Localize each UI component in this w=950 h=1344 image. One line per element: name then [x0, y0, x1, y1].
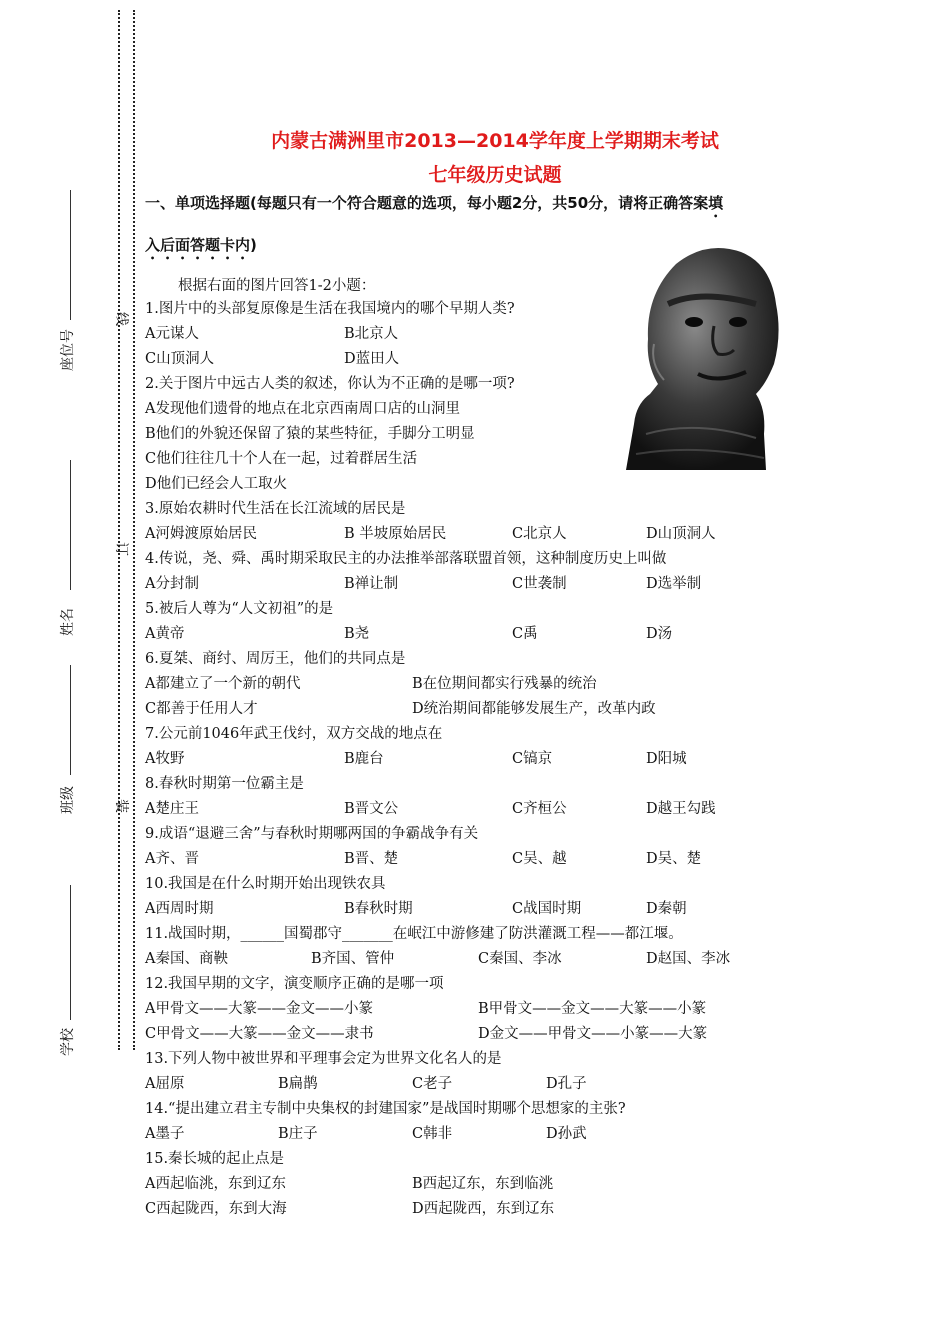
section-emphasis: 填 [708, 194, 724, 212]
q9-option-d[interactable]: D吴、楚 [646, 851, 702, 867]
seat-label: 座位号 [60, 329, 76, 371]
peking-man-bust-icon [606, 234, 786, 472]
name-underline [70, 460, 71, 590]
q10-option-b[interactable]: B春秋时期 [344, 901, 413, 917]
seat-underline [70, 190, 71, 320]
q9-option-c[interactable]: C吴、越 [512, 851, 567, 867]
q15-option-d[interactable]: D西起陇西，东到辽东 [412, 1201, 555, 1217]
q6-option-c[interactable]: C都善于任用人才 [145, 701, 258, 717]
q4-option-a[interactable]: A分封制 [145, 576, 199, 592]
question-13: 13.下列人物中被世界和平理事会定为世界文化名人的是 [145, 1051, 502, 1067]
q9-option-a[interactable]: A齐、晋 [145, 851, 199, 867]
q2-option-a[interactable]: A发现他们遗骨的地点在北京西南周口店的山洞里 [145, 401, 460, 417]
binding-word-order: 订 [113, 542, 129, 558]
q10-option-d[interactable]: D秦朝 [646, 901, 687, 917]
q11-option-a[interactable]: A秦国、商鞅 [145, 951, 228, 967]
section-text: 一、单项选择题(每题只有一个符合题意的选项，每小题2分，共50分，请将正确答案 [145, 194, 709, 212]
q2-option-d[interactable]: D他们已经会人工取火 [145, 476, 288, 492]
q3-option-a[interactable]: A河姆渡原始居民 [145, 526, 257, 542]
question-11: 11.战国时期，______国蜀郡守_______在岷江中游修建了防洪灌溉工程——都江堰。 [145, 926, 683, 942]
q1-option-a[interactable]: A元谋人 [145, 326, 199, 342]
q4-option-d[interactable]: D选举制 [646, 576, 702, 592]
question-2: 2.关于图片中远古人类的叙述，你认为不正确的是哪一项? [145, 376, 515, 392]
q11-option-d[interactable]: D赵国、李冰 [646, 951, 731, 967]
q1-option-b[interactable]: B北京人 [344, 326, 399, 342]
q15-option-a[interactable]: A西起临洮，东到辽东 [145, 1176, 286, 1192]
q8-option-c[interactable]: C齐桓公 [512, 801, 567, 817]
binding-word-line: 线 [113, 312, 129, 328]
q15-option-c[interactable]: C西起陇西，东到大海 [145, 1201, 287, 1217]
q7-option-b[interactable]: B鹿台 [344, 751, 384, 767]
question-6: 6.夏桀、商纣、周厉王，他们的共同点是 [145, 651, 406, 667]
question-12: 12.我国早期的文字，演变顺序正确的是哪一项 [145, 976, 444, 992]
exam-title: 内蒙古满洲里市2013—2014学年度上学期期末考试 [271, 130, 719, 152]
q4-option-c[interactable]: C世袭制 [512, 576, 567, 592]
q12-option-c[interactable]: C甲骨文——大篆——金文——隶书 [145, 1026, 374, 1042]
q12-option-a[interactable]: A甲骨文——大篆——金文——小篆 [145, 1001, 373, 1017]
q8-option-a[interactable]: A楚庄王 [145, 801, 199, 817]
school-label: 学校 [60, 1028, 76, 1056]
name-label: 姓名 [60, 608, 76, 636]
q11-option-c[interactable]: C秦国、李冰 [478, 951, 562, 967]
q9-option-b[interactable]: B晋、楚 [344, 851, 399, 867]
q7-option-d[interactable]: D阳城 [646, 751, 687, 767]
q1-option-d[interactable]: D蓝田人 [344, 351, 400, 367]
question-10: 10.我国是在什么时期开始出现铁农具 [145, 876, 386, 892]
question-14: 14.“提出建立君主专制中央集权的封建国家”是战国时期哪个思想家的主张? [145, 1101, 626, 1117]
q13-option-a[interactable]: A屈原 [145, 1076, 185, 1092]
q5-option-d[interactable]: D汤 [646, 626, 673, 642]
q2-option-c[interactable]: C他们往往几十个人在一起，过着群居生活 [145, 451, 418, 467]
q11-option-b[interactable]: B齐国、管仲 [311, 951, 395, 967]
q4-option-b[interactable]: B禅让制 [344, 576, 399, 592]
question-15: 15.秦长城的起止点是 [145, 1151, 285, 1167]
q8-option-b[interactable]: B晋文公 [344, 801, 399, 817]
q6-option-b[interactable]: B在位期间都实行残暴的统治 [412, 676, 597, 692]
question-7: 7.公元前1046年武王伐纣，双方交战的地点在 [145, 726, 443, 742]
q15-option-b[interactable]: B西起辽东，东到临洮 [412, 1176, 554, 1192]
question-1: 1.图片中的头部复原像是生活在我国境内的哪个早期人类? [145, 301, 515, 317]
section-tail: ) [250, 236, 257, 254]
q12-option-d[interactable]: D金文——甲骨文——小篆——大篆 [478, 1026, 708, 1042]
q10-option-a[interactable]: A西周时期 [145, 901, 214, 917]
q3-option-d[interactable]: D山顶洞人 [646, 526, 716, 542]
q5-option-c[interactable]: C禹 [512, 626, 538, 642]
intro-text: 根据右面的图片回答1-2小题： [178, 278, 376, 294]
q14-option-d[interactable]: D孙武 [546, 1126, 587, 1142]
school-underline [70, 885, 71, 1020]
q8-option-d[interactable]: D越王勾践 [646, 801, 716, 817]
question-8: 8.春秋时期第一位霸主是 [145, 776, 304, 792]
q14-option-b[interactable]: B庄子 [278, 1126, 318, 1142]
q13-option-d[interactable]: D孔子 [546, 1076, 587, 1092]
q1-option-c[interactable]: C山顶洞人 [145, 351, 215, 367]
section-emphasis-2: 入后面答题卡内 [145, 236, 251, 254]
q12-option-b[interactable]: B甲骨文——金文——大篆——小篆 [478, 1001, 707, 1017]
section-header-line1 [145, 192, 723, 221]
question-4: 4.传说，尧、舜、禹时期采取民主的办法推举部落联盟首领，这种制度历史上叫做 [145, 551, 667, 567]
q5-option-a[interactable]: A黄帝 [145, 626, 185, 642]
class-underline [70, 665, 71, 775]
exam-subtitle: 七年级历史试题 [428, 164, 562, 186]
q3-option-b[interactable]: B 半坡原始居民 [344, 526, 447, 542]
q7-option-a[interactable]: A牧野 [145, 751, 185, 767]
q5-option-b[interactable]: B尧 [344, 626, 370, 642]
class-label: 班级 [60, 786, 76, 814]
binding-word-pack: 装 [113, 799, 129, 815]
q13-option-c[interactable]: C老子 [412, 1076, 453, 1092]
q14-option-a[interactable]: A墨子 [145, 1126, 185, 1142]
q6-option-a[interactable]: A都建立了一个新的朝代 [145, 676, 301, 692]
question-9: 9.成语“退避三舍”与春秋时期哪两国的争霸战争有关 [145, 826, 479, 842]
q13-option-b[interactable]: B扁鹊 [278, 1076, 318, 1092]
q2-option-b[interactable]: B他们的外貌还保留了猿的某些特征，手脚分工明显 [145, 426, 475, 442]
question-3: 3.原始农耕时代生活在长江流域的居民是 [145, 501, 406, 517]
section-header-line2 [145, 234, 257, 263]
q7-option-c[interactable]: C镐京 [512, 751, 553, 767]
q14-option-c[interactable]: C韩非 [412, 1126, 453, 1142]
q10-option-c[interactable]: C战国时期 [512, 901, 582, 917]
q6-option-d[interactable]: D统治期间都能够发展生产，改革内政 [412, 701, 656, 717]
q3-option-c[interactable]: C北京人 [512, 526, 567, 542]
question-5: 5.被后人尊为“人文初祖”的是 [145, 601, 334, 617]
